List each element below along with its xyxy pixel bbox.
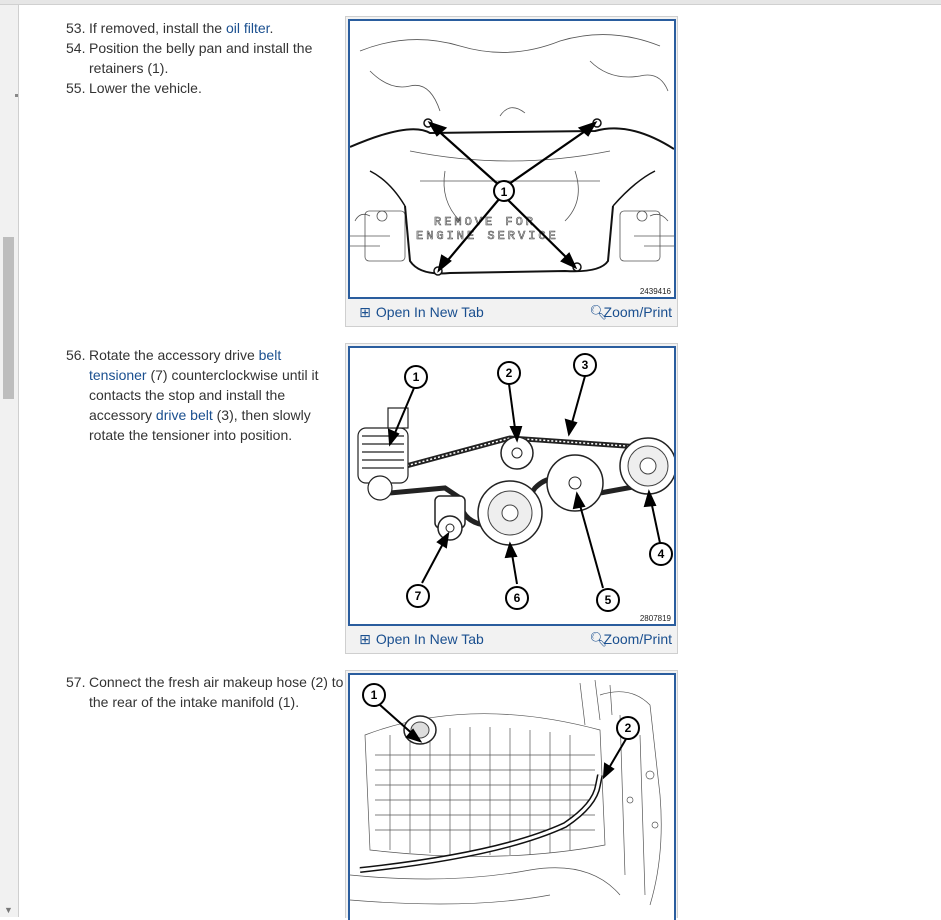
callout-1: 1 (370, 688, 378, 702)
belt-link[interactable]: belt (258, 347, 282, 363)
open-in-new-tab-link[interactable]: ⊞ Open In New Tab (359, 631, 484, 647)
figure-2-toolbar (346, 627, 677, 653)
belly-pan-illustration[interactable] (348, 19, 676, 299)
scrollbar-thumb[interactable] (3, 237, 14, 399)
open-new-tab-icon: ⊞ (359, 631, 371, 647)
scroll-down-arrow-icon[interactable]: ▼ (4, 905, 13, 915)
callout-2: 2 (624, 721, 632, 735)
magnifier-plus-icon: 🔍︎ (589, 304, 608, 320)
zoom-print-link[interactable]: 🔍︎Zoom/Print (589, 631, 672, 647)
callout-4: 4 (657, 547, 665, 561)
callout-2: 2 (505, 366, 513, 380)
callout-1: 1 (500, 185, 508, 199)
drive-belt-drawing (350, 348, 674, 624)
vertical-scrollbar[interactable] (0, 4, 18, 917)
open-new-tab-icon: ⊞ (359, 304, 371, 320)
figure-id: 2807819 (639, 614, 671, 623)
engraved-text-engine: ENGINE SERVICE (416, 229, 559, 243)
figure-intake-manifold (345, 670, 678, 918)
zoom-print-link[interactable]: 🔍︎Zoom/Print (589, 304, 672, 320)
drive-belt-link[interactable]: drive belt (155, 407, 213, 423)
top-border (0, 0, 941, 5)
callout-3: 3 (581, 358, 589, 372)
engraved-text-remove: REMOVE FOR (434, 215, 537, 229)
magnifier-plus-icon: 🔍︎ (589, 631, 608, 647)
open-in-new-tab-link[interactable]: ⊞ Open In New Tab (359, 304, 484, 320)
figure-belly-pan (345, 16, 678, 327)
callout-7: 7 (414, 589, 422, 603)
left-border (18, 4, 19, 917)
oil-filter-link[interactable]: oil filter (225, 20, 270, 36)
tensioner-link[interactable]: tensioner (89, 367, 147, 383)
callout-6: 6 (513, 591, 521, 605)
callout-1: 1 (412, 370, 420, 384)
figure-drive-belt (345, 343, 678, 654)
figure-1-toolbar (346, 300, 677, 326)
intake-manifold-drawing (350, 675, 674, 920)
belly-pan-drawing (350, 21, 674, 297)
step-53-line-1: If removed, install the oil filter. (89, 20, 274, 36)
callout-5: 5 (604, 593, 612, 607)
figure-id: 2439416 (639, 287, 671, 296)
drive-belt-illustration[interactable] (348, 346, 676, 626)
intake-manifold-illustration[interactable] (348, 673, 676, 920)
